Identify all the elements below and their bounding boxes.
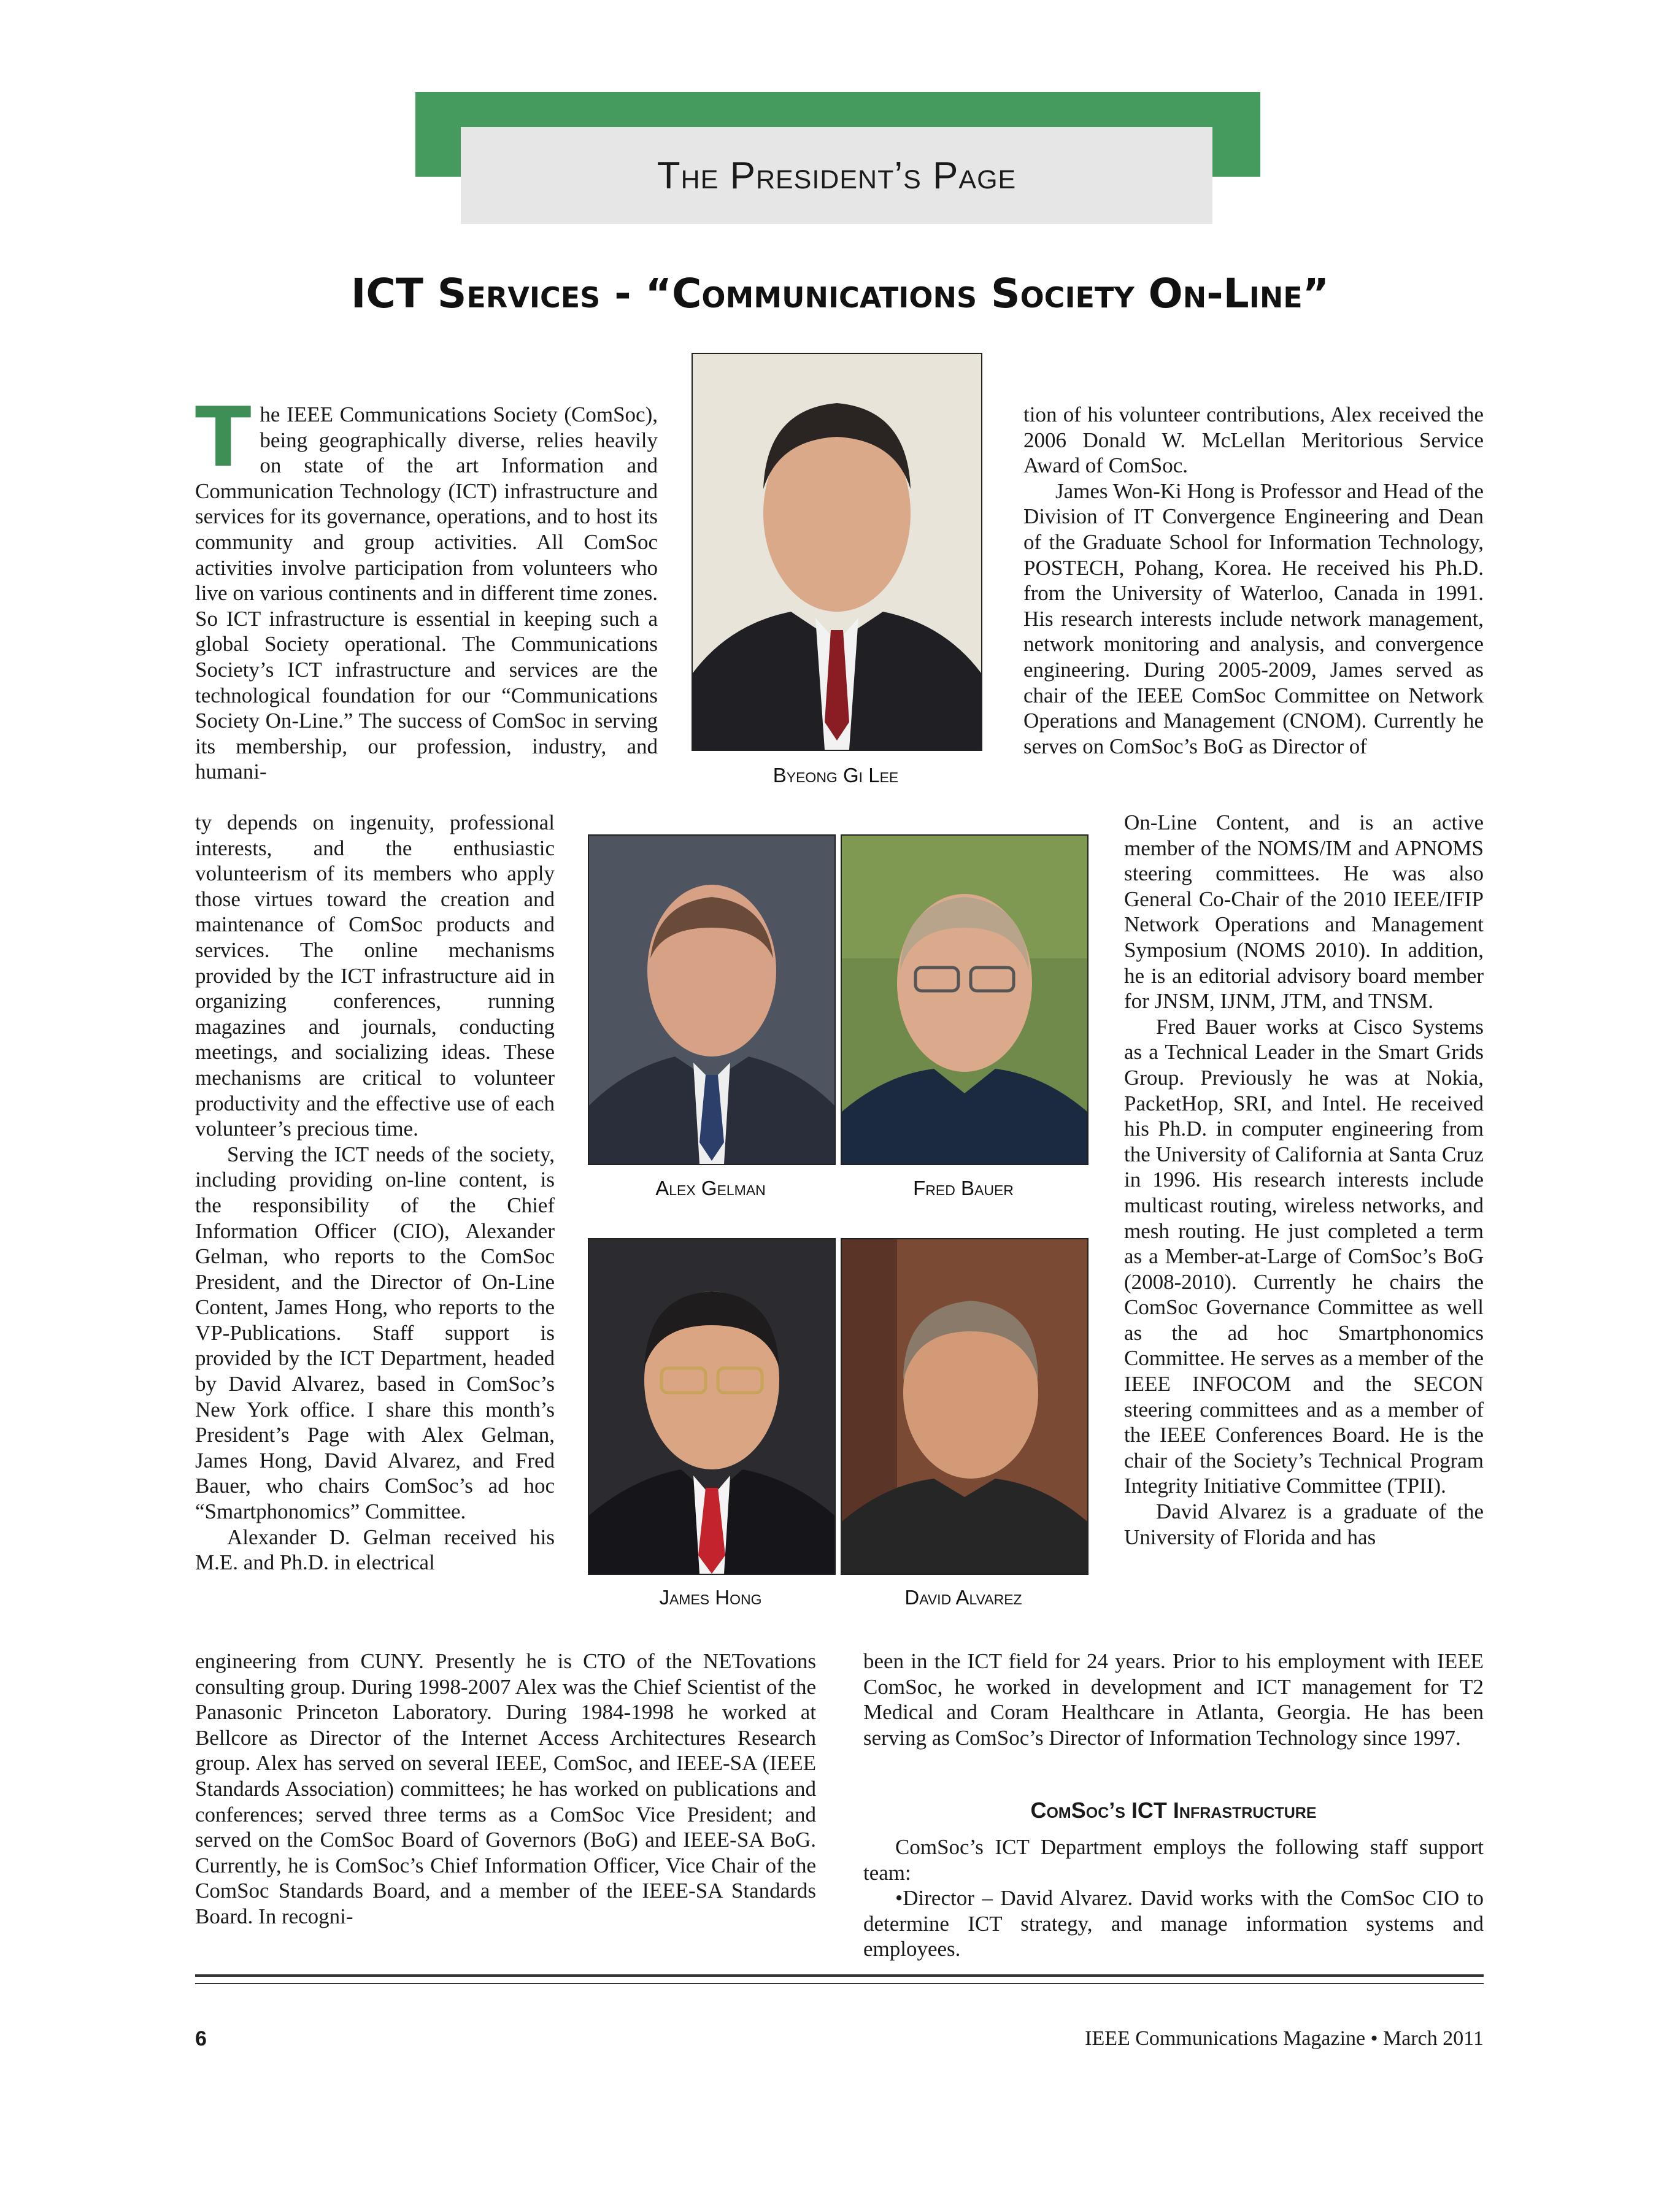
paragraph: Fred Bauer works at Cisco Systems as a Technical Leader in the Smart Grids Group. Previously he was at Nokia, PacketHop, SRI, and Intel. He received his Ph.D. in computer engineering from the University of California at Santa Cruz in 1996. His research interests include multicast routing, wireless networks, and mesh routing. He just completed a term as a Member-at-Large of ComSoc’s BoG (2008-2010). Currently he chairs the ComSoc Governance Committee as well as the ad hoc Smartphonomics Committee. He serves as a member of the IEEE INFOCOM and the SECON steering committees and as a member of the IEEE Conferences Board. He is the chair of the Society’s Technical Program Integrity Initiative Committee (TPII). — [1124, 1014, 1484, 1498]
caption-byeong-gi-lee: Byeong Gi Lee — [773, 764, 899, 787]
portrait-image — [693, 354, 981, 750]
column-section-body — [863, 1834, 1484, 1962]
paragraph: tion of his volunteer contributions, Alex received the 2006 Donald W. McLellan Meritorious Service Award of ComSoc. — [1023, 402, 1484, 478]
section-header: The President’s Page — [657, 154, 1017, 197]
portrait-photo-james-hong — [588, 1238, 836, 1575]
portrait-image — [842, 1239, 1087, 1574]
paragraph: James Won-Ki Hong is Professor and Head of the Division of IT Convergence Engineering and Dean of the Graduate School for Information Technology, POSTECH, Pohang, Korea. He received his Ph.D. from the University of Waterloo, Canada in 1991. His research interests include network management, network monitoring and analysis, and convergence engineering. During 2005-2009, James served as chair of the IEEE ComSoc Committee on Network Operations and Management (CNOM). Currently he serves on ComSoc’s BoG as Director of — [1023, 479, 1484, 758]
paragraph: Serving the ICT needs of the society, including providing on-line content, is the responsibility of the Chief Information Officer (CIO), Alexander Gelman, who reports to the ComSoc President, and the Director of On-Line Content, James Hong, who reports to the VP-Publications. Staff support is provided by the ICT Department, headed by David Alvarez, based in ComSoc’s New York office. I share this month’s President’s Page with Alex Gelman, James Hong, David Alvarez, and Fred Bauer, who chairs ComSoc’s ad hoc “Smartphonomics” Committee. — [195, 1142, 555, 1524]
column-left-wide — [195, 1649, 816, 1930]
portrait-photo-david-alvarez — [841, 1238, 1089, 1575]
column-left-narrow — [195, 810, 555, 1576]
column-right-bottom — [863, 1649, 1484, 1750]
column-right-narrow — [1124, 810, 1484, 1550]
caption-david-alvarez: David Alvarez — [904, 1586, 1022, 1609]
portrait-photo-byeong-gi-lee — [692, 353, 982, 751]
header-box — [461, 127, 1212, 224]
paragraph: •Director – David Alvarez. David works with the ComSoc CIO to determine ICT strategy, and manage information systems and employees. — [863, 1886, 1484, 1961]
paragraph: engineering from CUNY. Presently he is CTO of the NETovations consulting group. During 1998-2007 Alex was the Chief Scientist of the Panasonic Princeton Laboratory. During 1984-1998 he worked at Bellcore as Director of the Internet Access Architectures Research group. Alex has served on several IEEE, ComSoc, and IEEE-SA (IEEE Standards Association) committees; he has worked on publications and conferences; served three terms as a ComSoc Vice President; and served on the ComSoc Board of Governors (BoG) and IEEE-SA BoG. Currently, he is ComSoc’s Chief Information Officer, Vice Chair of the ComSoc Standards Board, and a member of the IEEE-SA Standards Board. In recogni- — [195, 1649, 816, 1928]
page-number: 6 — [195, 2027, 207, 2050]
caption-james-hong: James Hong — [659, 1586, 762, 1609]
portrait-image — [589, 1239, 834, 1574]
publication-info: IEEE Communications Magazine • March 2011 — [1085, 2027, 1484, 2050]
portrait-photo-fred-bauer — [841, 834, 1089, 1165]
portrait-image — [842, 836, 1087, 1164]
paragraph: he IEEE Communications Society (ComSoc), being geographically diverse, relies heavily on state of the art Information and Communication Technology (ICT) infrastructure and services for its governance, operations, and to host its community and group activities. All ComSoc activities involve participation from volunteers who live on various continents and in different time zones. So ICT infrastructure is essential in keeping such a global Society operational. The Communications Society’s ICT infrastructure and services are the technological foundation for our “Communications Society On-Line.” The success of ComSoc in serving its membership, our profession, industry, and humani- — [195, 402, 658, 784]
portrait-image — [589, 836, 834, 1164]
column-right-top — [1023, 402, 1484, 759]
portrait-photo-alex-gelman — [588, 834, 836, 1165]
column-left-top — [195, 390, 658, 785]
section-heading: ComSoc’s ICT Infrastructure — [1030, 1798, 1317, 1823]
paragraph: On-Line Content, and is an active member of the NOMS/IM and APNOMS steering committees. He was also General Co-Chair of the 2010 IEEE/IFIP Network Operations and Management Symposium (NOMS 2010). In addition, he is an editorial advisory board member for JNSM, IJNM, JTM, and TNSM. — [1124, 810, 1484, 1014]
caption-fred-bauer: Fred Bauer — [913, 1177, 1014, 1199]
caption-alex-gelman: Alex Gelman — [655, 1177, 766, 1199]
footer-rule-top — [195, 1974, 1484, 1977]
paragraph: ty depends on ingenuity, professional interests, and the enthusiastic volunteerism of its members who apply those virtues toward the creation and maintenance of ComSoc products and services. The online mechanisms provided by the ICT infrastructure aid in organizing conferences, running magazines and journals, conducting meetings, and socializing ideas. These mechanisms are critical to volunteer productivity and the effective use of each volunteer’s precious time. — [195, 810, 555, 1141]
paragraph: been in the ICT field for 24 years. Prior to his employment with IEEE ComSoc, he worked in development and ICT management for T2 Medical and Coram Healthcare in Atlanta, Georgia. He has been serving as ComSoc’s Director of Information Technology since 1997. — [863, 1649, 1484, 1750]
article-title: ICT Services - “Communications Society On-Line” — [350, 270, 1330, 317]
paragraph: ComSoc’s ICT Department employs the following staff support team: — [863, 1835, 1484, 1885]
drop-cap: T — [195, 390, 252, 485]
footer-rule-bottom — [195, 1983, 1484, 1984]
paragraph: Alexander D. Gelman received his M.E. and Ph.D. in electrical — [195, 1525, 555, 1575]
paragraph: David Alvarez is a graduate of the University of Florida and has — [1124, 1499, 1484, 1549]
